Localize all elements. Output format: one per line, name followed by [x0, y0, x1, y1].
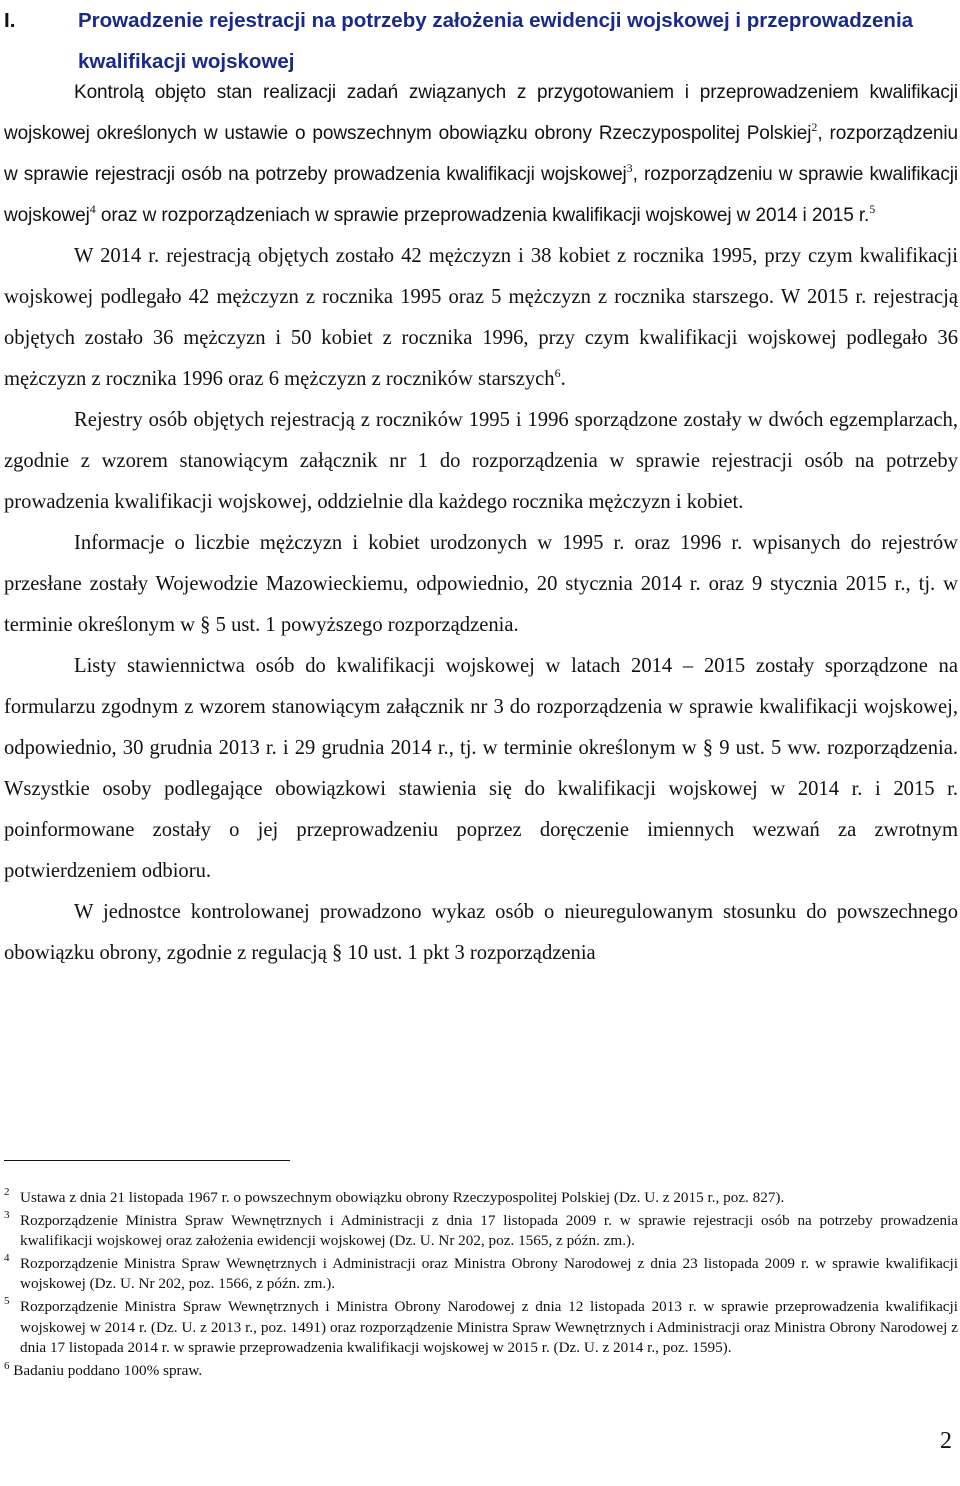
- p2-text-a: W 2014 r. rejestracją objętych zostało 42 mężczyzn i 38 kobiet z rocznika 1995, przy czym kwalifikacji wojskowej podlegało 42 mężczyzn z rocznika 1995 oraz 5 mężczyzn z rocznika starszego. W 2015 r. rejestracją objętych zostało 36 mężczyzn i 50 kobiet z rocznika 1996, przy czym kwalifikacji wojskowej podlegało 36 mężczyzn z rocznika 1996 oraz 6 mężczyzn z roczników starszych: [4, 245, 958, 390]
- footnote-2: [4, 1188, 958, 1209]
- footnote-text: Ustawa z dnia 21 listopada 1967 r. o powszechnym obowiązku obrony Rzeczypospolitej Polskiej (Dz. U. z 2015 r., poz. 827).: [20, 1189, 785, 1206]
- p2-text-b: .: [560, 368, 566, 390]
- footnote-mark: 3: [4, 1208, 10, 1221]
- page-number: 2: [940, 1428, 952, 1454]
- p1-text-c: , rozporządzeniu w sprawie kwalifikacji wojskowej: [4, 164, 958, 226]
- footnote-ref-3: 3: [626, 161, 633, 176]
- paragraph-3: Rejestry osób objętych rejestracją z roczników 1995 i 1996 sporządzone zostały w dwóch egzemplarzach, zgodnie z wzorem stanowiącym załącznik nr 1 do rozporządzenia w sprawie rejestracji osób na potrzeby prowadzenia kwalifikacji wojskowej, oddzielnie dla każdego rocznika mężczyzn i kobiet.: [4, 409, 958, 513]
- p1-text-b: , rozporządzeniu w sprawie rejestracji osób na potrzeby prowadzenia kwalifikacji wojskowej: [4, 123, 958, 185]
- p5-text-a: Listy stawiennictwa osób do kwalifikacji wojskowej w latach 2014 – 2015 zostały sporządzone na formularzu zgodnym z wzorem stanowiącym załącznik nr 3 do rozporządzenia w sprawie kwalifikacji wojskowej, odpowiednio, 30 grudnia 2013 r. i 29 grudnia 2014 r., tj. w terminie określonym w § 9 ust. 5 ww. rozporządzenia.: [4, 655, 958, 759]
- paragraph-1: [4, 72, 958, 236]
- footnote-text: Rozporządzenie Ministra Spraw Wewnętrznych i Administracji oraz Ministra Obrony Narodowej z dnia 23 listopada 2009 r. w sprawie kwalifikacji wojskowej (Dz. U. Nr 202, poz. 1566, z późn. zm.).: [20, 1254, 958, 1293]
- p1-text-d: oraz w rozporządzeniach w sprawie przeprowadzenia kwalifikacji wojskowej w 2014 i 2015 r.: [95, 205, 870, 226]
- p5-text-b: Wszystkie osoby podlegające obowiązkowi stawienia się do kwalifikacji wojskowej w 2014 r. i 2015 r. poinformowane zostały o jej przeprowadzeniu poprzez doręczenie imiennych wezwań za zwrotnym potwierdzeniem odbioru.: [4, 778, 958, 882]
- footnote-5: [4, 1294, 958, 1359]
- footnote-text: Rozporządzenie Ministra Spraw Wewnętrznych i Ministra Obrony Narodowej z dnia 12 listopada 2013 r. w sprawie przeprowadzenia kwalifikacji wojskowej w 2014 r. (Dz. U. z 2013 r., poz. 1491) oraz rozporządzenie Ministra Spraw Wewnętrznych i Administracji oraz Ministra Obrony Narodowej z dnia 17 listopada 2014 r. w sprawie przeprowadzenia kwalifikacji wojskowej w 2015 r. (Dz. U. z 2014 r., poz. 1595).: [20, 1297, 958, 1357]
- paragraph-6: W jednostce kontrolowanej prowadzono wykaz osób o nieuregulowanym stosunku do powszechnego obowiązku obrony, zgodnie z regulacją § 10 ust. 1 pkt 3 rozporządzenia: [4, 901, 958, 964]
- section-heading: [4, 0, 958, 82]
- footnote-4: [4, 1251, 958, 1295]
- footnote-3: [4, 1208, 958, 1252]
- footnote-6: [4, 1361, 958, 1382]
- footnote-separator: [4, 1160, 290, 1161]
- paragraph-5: [4, 646, 958, 892]
- footnote-mark: 5: [4, 1294, 10, 1307]
- paragraph-4: Informacje o liczbie mężczyzn i kobiet urodzonych w 1995 r. oraz 1996 r. wpisanych do rejestrów przesłane zostały Wojewodzie Mazowieckiemu, odpowiednio, 20 stycznia 2014 r. oraz 9 stycznia 2015 r., tj. w terminie określonym w § 5 ust. 1 powyższego rozporządzenia.: [4, 532, 958, 636]
- p1-text-a: Kontrolą objęto stan realizacji zadań związanych z przygotowaniem i przeprowadzeniem kwalifikacji wojskowej określonych w ustawie o powszechnym obowiązku obrony Rzeczypospolitej Polskiej: [4, 82, 958, 144]
- footnote-mark: 2: [4, 1186, 10, 1198]
- section-title: Prowadzenie rejestracji na potrzeby założenia ewidencji wojskowej i przeprowadzenia kwalifikacji wojskowej: [78, 9, 914, 73]
- body-text: [4, 72, 958, 974]
- footnote-mark: 4: [4, 1251, 10, 1264]
- footnote-ref-6: 6: [554, 366, 561, 381]
- section-number: I.: [4, 9, 16, 32]
- footnotes: [4, 1188, 958, 1383]
- footnote-ref-4: 4: [89, 202, 96, 217]
- footnote-mark: 6: [4, 1359, 10, 1372]
- footnote-ref-2: 2: [811, 120, 818, 135]
- footnote-ref-5: 5: [869, 202, 876, 217]
- footnote-text: Rozporządzenie Ministra Spraw Wewnętrznych i Administracji z dnia 17 listopada 2009 r. w sprawie rejestracji osób na potrzeby prowadzenia kwalifikacji wojskowej oraz założenia ewidencji wojskowej (Dz. U. Nr 202, poz. 1565, z późn. zm.).: [20, 1211, 958, 1250]
- paragraph-2: [4, 236, 958, 400]
- footnote-text: Badaniu poddano 100% spraw.: [13, 1361, 203, 1379]
